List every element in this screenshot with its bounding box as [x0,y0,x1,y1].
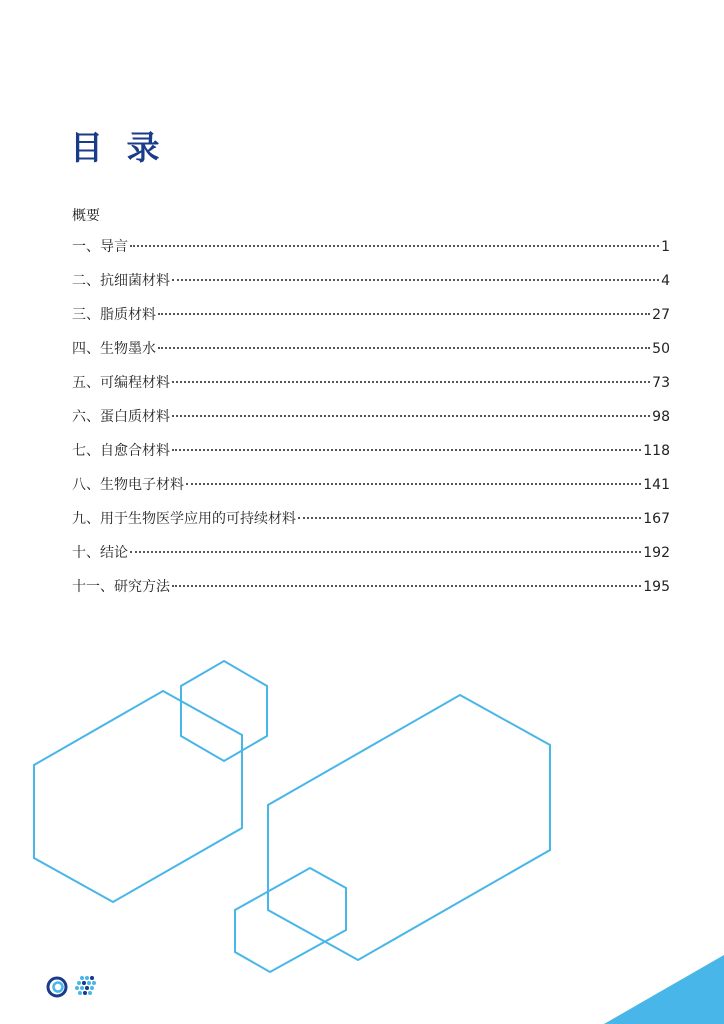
toc-entry-page: 50 [652,341,670,357]
hexagon-small-bottom [235,868,346,972]
toc-entry-label: 十一、研究方法 [72,579,170,595]
corner-triangle [604,955,724,1024]
toc-entry-page: 192 [643,545,670,561]
page-title: 目 录 [70,128,166,167]
toc-entry-label: 二、抗细菌材料 [72,273,170,289]
toc-entry-label: 五、可编程材料 [72,375,170,391]
logo-ring-icon [46,975,68,999]
toc-entry-page: 4 [661,273,670,289]
toc-entry-label: 十、结论 [72,545,128,561]
toc-entry-label: 六、蛋白质材料 [72,409,170,425]
hexagon-left-large [34,691,242,902]
toc-entry-label: 八、生物电子材料 [72,477,184,493]
toc-entry-label: 七、自愈合材料 [72,443,170,459]
toc-entry-label: 四、生物墨水 [72,341,156,357]
toc-entry-page: 167 [643,511,670,527]
hexagon-right-large [268,695,550,960]
logo-dots-icon [73,975,99,999]
toc-entry-page: 195 [643,579,670,595]
toc-entry-label: 一、导言 [72,239,128,255]
toc-entry-page: 141 [643,477,670,493]
overview-heading: 概要 [72,208,100,224]
hexagon-small-top [181,661,267,761]
toc-entry-page: 118 [643,443,670,459]
toc-entry-label: 九、用于生物医学应用的可持续材料 [72,511,296,527]
toc-entry-page: 1 [661,239,670,255]
toc-entry-page: 98 [652,409,670,425]
toc-entry-page: 73 [652,375,670,391]
toc-entry-label: 三、脂质材料 [72,307,156,323]
toc-entry-page: 27 [652,307,670,323]
